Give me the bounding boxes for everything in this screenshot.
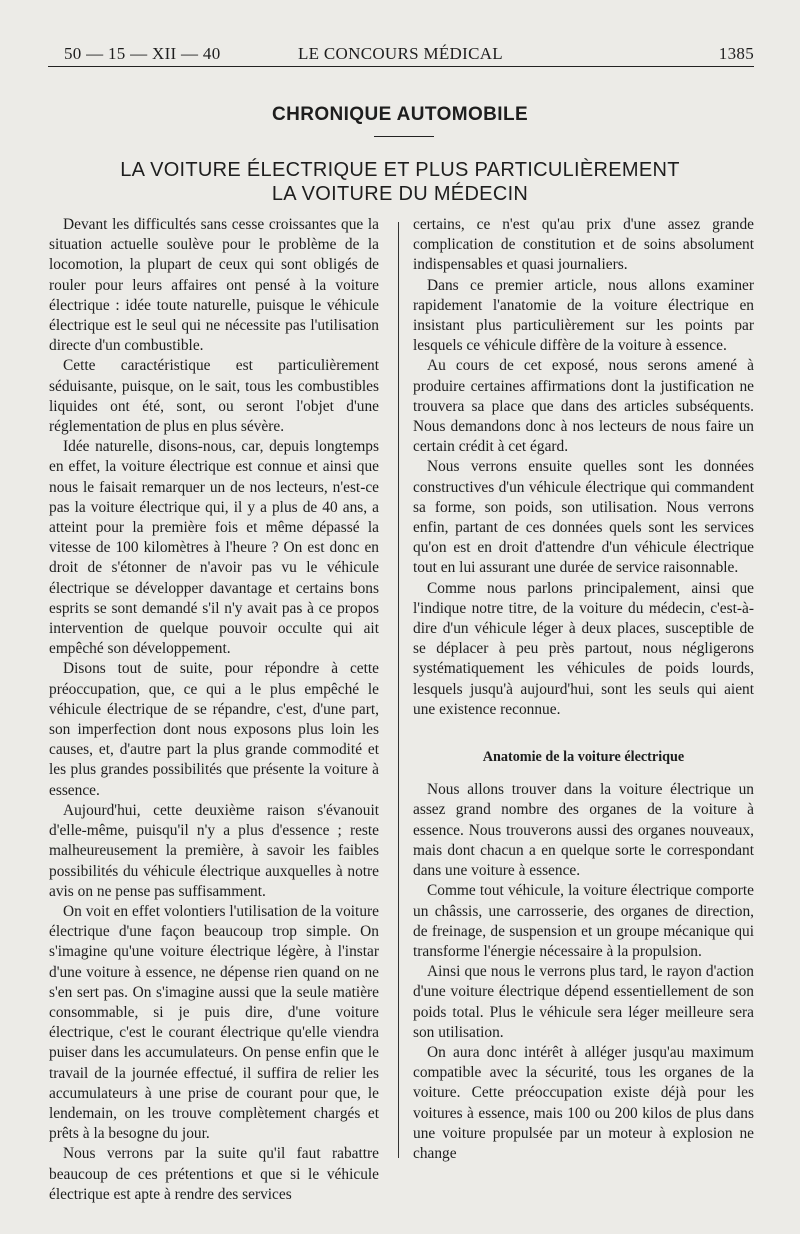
- section-title: CHRONIQUE AUTOMOBILE: [271, 104, 529, 125]
- paragraph: Comme tout véhicule, la voiture électrique comporte un châssis, une carrosserie, des organes de direction, de freinage, de suspension et un groupe mécanique qui transforme l'énergie nécessaire à la propulsion.: [413, 882, 754, 960]
- article-title: [0, 158, 800, 206]
- subheading: Anatomie de la voiture électrique: [482, 749, 685, 766]
- title-rule: [374, 136, 434, 137]
- paragraph: Aujourd'hui, cette deuxième raison s'évanouit d'elle-même, puisqu'il n'y a plus d'essence ; reste malheureusement la première, à savoir les faibles possibilités du véhicule électrique auxquelles à notre avis on ne pense pas suffisamment.: [49, 801, 379, 900]
- paragraph-continuation: certains, ce n'est qu'au prix d'une assez grande complication de constitution et de soins absolument indispensables et quasi journaliers.: [413, 216, 754, 274]
- left-column: [49, 215, 379, 1205]
- paragraph: Nous verrons par la suite qu'il faut rabattre beaucoup de ces prétentions et que si le véhicule électrique est apte à rendre des services: [49, 1145, 379, 1203]
- paragraph: Comme nous parlons principalement, ainsi que l'indique notre titre, de la voiture du médecin, c'est-à-dire d'un véhicule léger à deux places, susceptible de se déplacer à peu près partout, nous négligerons systématiquement les véhicules de poids lourds, lesquels jusqu'à aujourd'hui, sont les seuls qui aient une existence reconnue.: [413, 579, 754, 718]
- paragraph: Devant les difficultés sans cesse croissantes que la situation actuelle soulève pour le problème de la locomotion, la plupart de ceux qui sont obligés de rouler pour leurs affaires ont pensé à la voiture électrique : idée toute naturelle, puisque le véhicule électrique est le seul qui ne nécessite pas l'utilisation directe d'un combustible.: [49, 216, 379, 355]
- journal-name: LE CONCOURS MÉDICAL: [298, 44, 503, 63]
- right-column: [413, 215, 754, 1164]
- paragraph: Idée naturelle, disons-nous, car, depuis longtemps en effet, la voiture électrique est connue et ainsi que nous le faisait remarquer un de nos lecteurs, n'est-ce pas la voiture électrique qui, il y a plus de 40 ans, a atteint pour la première fois et même dépassé la vitesse de 100 kilomètres à l'heure ? On est donc en droit de s'étonner de n'avoir pas vu le véhicule électrique se développer davantage et certains bons esprits se sont demandé s'il n'y avait pas à ce propos intervention de quelque pouvoir occulte qui ait empêché son développement.: [49, 438, 379, 658]
- paragraph: Dans ce premier article, nous allons examiner rapidement l'anatomie de la voiture électrique en insistant plus particulièrement sur les points par lesquels ce véhicule diffère de la voiture à essence.: [413, 276, 754, 355]
- page-number: 1385: [718, 44, 754, 63]
- header-rule: [48, 66, 754, 67]
- paragraph: Nous verrons ensuite quelles sont les données constructives d'un véhicule électrique qui commandent sa forme, son poids, son utilisation. Nous verrons enfin, partant de ces données quels sont les services qu'on est en droit d'attendre d'un véhicule électrique tout en lui assurant une durée de service raisonnable.: [413, 458, 754, 577]
- paragraph: On aura donc intérêt à alléger jusqu'au maximum compatible avec la sécurité, tous les organes de la voiture. Cette préoccupation existe déjà pour les voitures à essence, mais 100 ou 200 kilos de plus dans une voiture propulsée par un moteur à explosion ne change: [413, 1043, 754, 1162]
- issue-date: 50 — 15 — XII — 40: [64, 44, 221, 63]
- column-divider: [398, 222, 399, 1158]
- paragraph: Disons tout de suite, pour répondre à cette préoccupation, que, ce qui a le plus empêché le véhicule électrique de se répandre, c'est, d'une part, son imperfection dont nous exposons plus loin les causes, et, d'autre part la plus grande commodité et les plus grandes possibilités que présente la voiture à essence.: [49, 660, 379, 799]
- article-title-line-1: LA VOITURE ÉLECTRIQUE ET PLUS PARTICULIÈREMENT: [120, 159, 680, 181]
- paragraph: Au cours de cet exposé, nous serons amené à produire certaines affirmations dont la justification ne trouvera sa place que dans des articles subséquents. Nous demandons donc à nos lecteurs de nous faire un certain crédit à cet égard.: [413, 357, 754, 456]
- paragraph: Cette caractéristique est particulièrement séduisante, puisque, on le sait, tous les combustibles liquides ont été, sont, ou seront l'objet d'une réglementation de plus en plus sévère.: [49, 357, 379, 436]
- paragraph: Nous allons trouver dans la voiture électrique un assez grand nombre des organes de la voiture à essence. Nous trouverons aussi des organes nouveaux, mais dont chacun a en quelque sorte le correspondant dans une voiture à essence.: [413, 781, 754, 880]
- paragraph: Ainsi que nous le verrons plus tard, le rayon d'action d'une voiture électrique dépend essentiellement de son poids total. Plus le véhicule sera léger meilleure sera son utilisation.: [413, 963, 754, 1041]
- article-title-line-2: LA VOITURE DU MÉDECIN: [271, 183, 529, 205]
- paragraph: On voit en effet volontiers l'utilisation de la voiture électrique d'une façon beaucoup trop simple. On s'imagine qu'une voiture électrique légère, à l'instar d'une voiture à essence, ne dépense rien quand on ne s'en sert pas. On s'imagine aussi que la seule matière consommable, si je puis dire, d'une voiture électrique, c'est le courant électrique qu'elle viendra puiser dans les accumulateurs. On pense enfin que le travail de la journée effectué, il suffira de relier les accumulateurs à une prise de courant pour que, le lendemain, on les trouve complètement chargés et prêts à la besogne du jour.: [49, 902, 379, 1143]
- running-head: [48, 44, 754, 68]
